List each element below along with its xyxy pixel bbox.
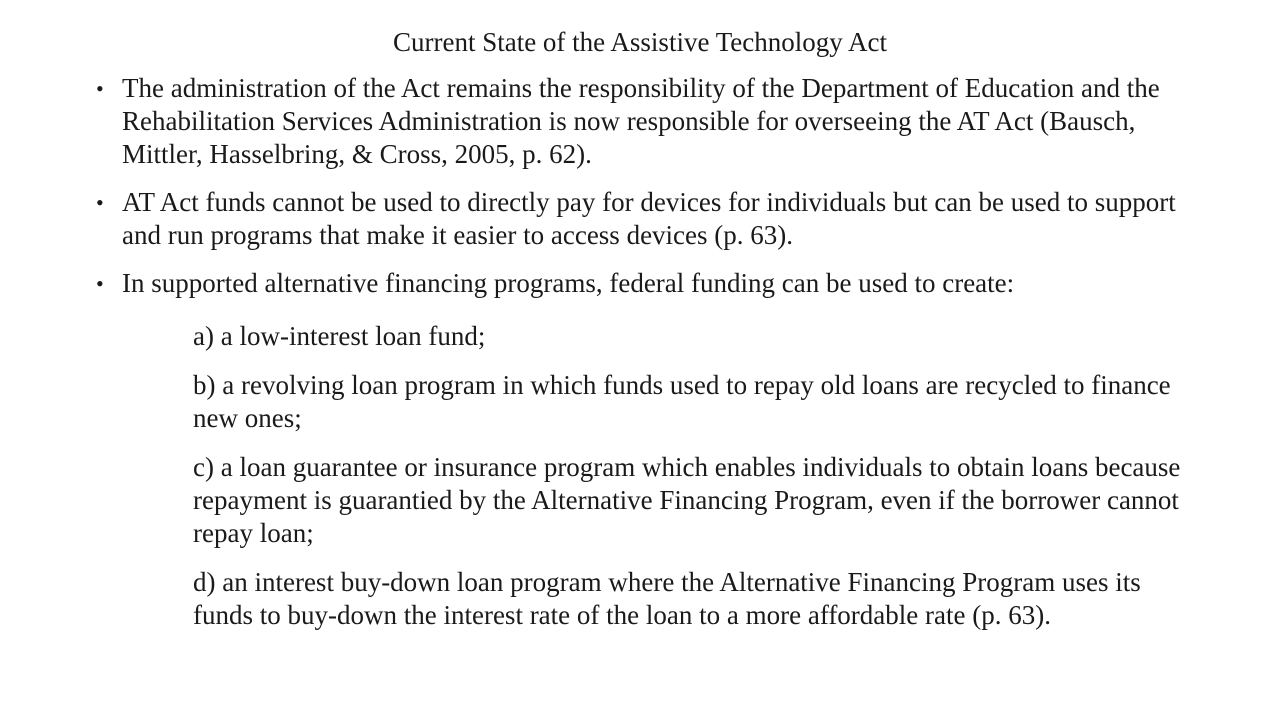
bullet-text: In supported alternative financing programs, federal funding can be used to create: — [122, 268, 1015, 298]
sub-item: c) a loan guarantee or insurance program which enables individuals to obtain loans because repayment is guarantied by the Alternative Financing Program, even if the borrower cannot repay loan; — [193, 452, 1181, 548]
bullet-marker: • — [96, 76, 104, 101]
sub-item: b) a revolving loan program in which funds used to repay old loans are recycled to finance new ones; — [193, 370, 1171, 433]
bullet-text: AT Act funds cannot be used to directly pay for devices for individuals but can be used to support and run programs that make it easier to access devices (p. 63). — [122, 187, 1176, 250]
bullet-text: The administration of the Act remains the responsibility of the Department of Education and the Rehabilitation Services Administration is now responsible for overseeing the AT Act (Bausch, Mittler, Hasselbring, & Cross, 2005, p. 62). — [122, 73, 1160, 169]
bullet-marker: • — [96, 190, 104, 215]
sub-item: a) a low-interest loan fund; — [193, 321, 486, 351]
bullet-item — [96, 267, 1206, 300]
slide-title: Current State of the Assistive Technology Act — [392, 27, 888, 57]
sub-item: d) an interest buy-down loan program where the Alternative Financing Program uses its funds to buy-down the interest rate of the loan to a more affordable rate (p. 63). — [193, 567, 1141, 630]
bullet-item — [96, 186, 1206, 252]
bullet-marker: • — [96, 271, 104, 296]
bullet-item — [96, 72, 1206, 171]
sub-item-list — [193, 320, 1193, 648]
bullet-list — [96, 72, 1206, 315]
